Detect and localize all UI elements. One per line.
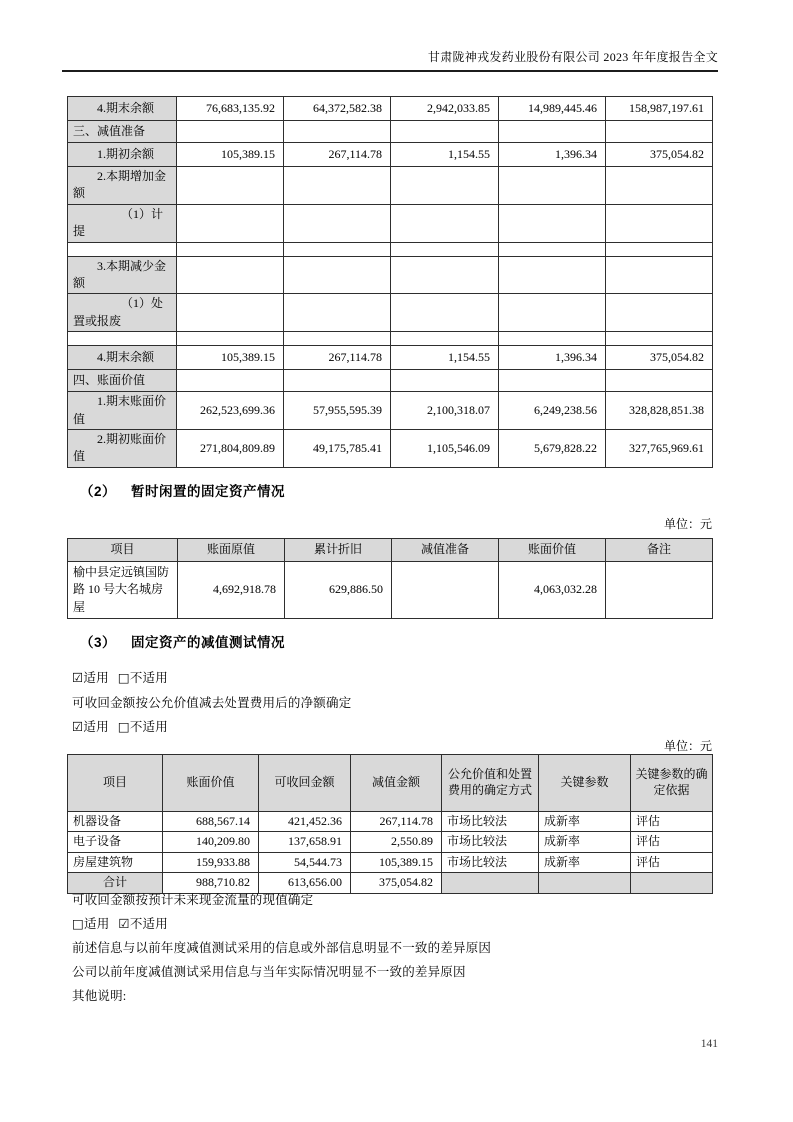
difference-reason-note-2: 公司以前年度减值测试采用信息与当年实际情况明显不一致的差异原因: [72, 965, 466, 979]
table-row: [68, 852, 713, 872]
row-label-cell: 3.本期减少金额: [68, 256, 177, 294]
table-cell: 5,679,828.22: [499, 429, 606, 467]
other-notes-label: 其他说明:: [72, 989, 127, 1003]
table-cell: [606, 121, 713, 143]
table-cell: [606, 167, 713, 205]
table-cell: [284, 294, 391, 332]
table-cell: [391, 242, 499, 256]
row-label-cell: 机器设备: [68, 812, 163, 832]
table-cell: 14,989,445.46: [499, 97, 606, 121]
table-cell: 49,175,785.41: [284, 429, 391, 467]
applicability-line-1: [72, 668, 168, 686]
applicability-line-2: [72, 717, 168, 735]
table-cell: 57,955,595.39: [284, 392, 391, 430]
column-header-cell: 减值金额: [351, 755, 442, 812]
table-cell: 市场比较法: [442, 832, 539, 852]
impairment-test-table-head: [68, 755, 713, 812]
table-header-row: [68, 755, 713, 812]
table-cell: [391, 294, 499, 332]
table-cell: [177, 167, 284, 205]
section-heading-idle-fixed-assets: [80, 480, 285, 500]
table-row: [68, 121, 713, 143]
table-cell: [499, 256, 606, 294]
row-label-cell: [68, 332, 177, 346]
table-cell: [392, 562, 499, 619]
table-cell: [284, 204, 391, 242]
table-cell: 评估: [631, 812, 713, 832]
table-cell: [606, 370, 713, 392]
checkbox-unchecked-icon: □: [117, 719, 130, 734]
checkbox-checked-icon: ☑: [118, 916, 130, 931]
table-row: [68, 370, 713, 392]
table-cell: [284, 242, 391, 256]
apply-label: 适用: [84, 917, 110, 931]
table-cell: 105,389.15: [351, 852, 442, 872]
impairment-test-table-body: [68, 812, 713, 894]
fixed-assets-continuation-table-body: [68, 97, 713, 468]
recoverable-amount-note-fair-value: 可收回金额按公允价值减去处置费用后的净额确定: [72, 696, 352, 710]
table-cell: [391, 121, 499, 143]
column-header-cell: 公允价值和处置费用的确定方式: [442, 755, 539, 812]
table-cell: 4,692,918.78: [178, 562, 285, 619]
table-row: [68, 562, 713, 619]
unit-label: 单位：元: [663, 739, 712, 753]
table-cell: 327,765,969.61: [606, 429, 713, 467]
checkbox-checked-icon: ☑: [72, 719, 84, 734]
table-cell: [284, 121, 391, 143]
table-row: [68, 392, 713, 430]
row-label-cell: 1.期初余额: [68, 143, 177, 167]
table-cell: [631, 873, 713, 893]
table-cell: 421,452.36: [259, 812, 351, 832]
apply-label: 适用: [83, 671, 109, 685]
table-cell: 54,544.73: [259, 852, 351, 872]
column-header-cell: 关键参数: [539, 755, 631, 812]
table-cell: [606, 562, 713, 619]
table-cell: [499, 242, 606, 256]
section-title: 固定资产的减值测试情况: [131, 635, 286, 650]
section-heading-impairment-test: [80, 631, 285, 651]
table-cell: 市场比较法: [442, 852, 539, 872]
table-cell: [499, 167, 606, 205]
impairment-test-table: [67, 754, 713, 894]
column-header-cell: 减值准备: [392, 539, 499, 562]
table-cell: [499, 121, 606, 143]
table-cell: [539, 873, 631, 893]
table-cell: 2,942,033.85: [391, 97, 499, 121]
row-label-cell: 合计: [68, 873, 163, 893]
table-row: [68, 256, 713, 294]
table-cell: 1,105,546.09: [391, 429, 499, 467]
table-cell: 6,249,238.56: [499, 392, 606, 430]
report-header-title: 甘肃陇神戎发药业股份有限公司 2023 年年度报告全文: [427, 50, 718, 64]
table-cell: [606, 294, 713, 332]
row-label-cell: 四、账面价值: [68, 370, 177, 392]
table-cell: 267,114.78: [284, 143, 391, 167]
table-cell: [391, 256, 499, 294]
row-label-cell: 三、减值准备: [68, 121, 177, 143]
table-cell: 688,567.14: [163, 812, 259, 832]
table-cell: 1,396.34: [499, 143, 606, 167]
fixed-assets-continuation-table: [67, 96, 713, 468]
table-cell: [391, 204, 499, 242]
table-cell: 629,886.50: [285, 562, 392, 619]
table-cell: 1,154.55: [391, 143, 499, 167]
table-cell: 1,396.34: [499, 346, 606, 370]
row-label-cell: 4.期末余额: [68, 97, 177, 121]
table-cell: [177, 370, 284, 392]
table-cell: 271,804,809.89: [177, 429, 284, 467]
checkbox-unchecked-icon: □: [72, 916, 85, 931]
table-cell: 2,550.89: [351, 832, 442, 852]
table-cell: [177, 242, 284, 256]
table-cell: 375,054.82: [606, 143, 713, 167]
table-cell: [391, 370, 499, 392]
table-cell: 158,987,197.61: [606, 97, 713, 121]
table-cell: [606, 204, 713, 242]
table-cell: 375,054.82: [351, 873, 442, 893]
table-cell: [442, 873, 539, 893]
table-cell: [499, 294, 606, 332]
table-cell: [606, 242, 713, 256]
column-header-cell: 账面价值: [499, 539, 606, 562]
table-row: [68, 167, 713, 205]
row-label-cell: 1.期末账面价值: [68, 392, 177, 430]
column-header-cell: 关键参数的确定依据: [631, 755, 713, 812]
checkbox-checked-icon: ☑: [72, 670, 84, 685]
table-cell: [284, 167, 391, 205]
table-cell: 成新率: [539, 832, 631, 852]
table-cell: [284, 370, 391, 392]
apply-label: 不适用: [129, 720, 168, 734]
column-header-cell: 备注: [606, 539, 713, 562]
row-label-cell: 4.期末余额: [68, 346, 177, 370]
table-cell: [177, 256, 284, 294]
table-cell: [499, 204, 606, 242]
table-cell: [391, 332, 499, 346]
table-cell: 4,063,032.28: [499, 562, 606, 619]
table-cell: [177, 121, 284, 143]
table-cell: 2,100,318.07: [391, 392, 499, 430]
table-cell: 988,710.82: [163, 873, 259, 893]
column-header-cell: 可收回金额: [259, 755, 351, 812]
table-cell: [499, 332, 606, 346]
idle-fixed-assets-table: [67, 538, 713, 619]
row-label-cell: （1）处置或报废: [68, 294, 177, 332]
table-row: [68, 346, 713, 370]
checkbox-unchecked-icon: □: [117, 670, 130, 685]
page-number: 141: [700, 1038, 718, 1050]
table-header-row: [68, 539, 713, 562]
column-header-cell: 项目: [68, 755, 163, 812]
idle-fixed-assets-table-body: [68, 562, 713, 619]
table-row: [68, 204, 713, 242]
idle-fixed-assets-table-head: [68, 539, 713, 562]
column-header-cell: 账面原值: [178, 539, 285, 562]
section-number: （3）: [80, 635, 117, 650]
recoverable-amount-note-cash-flow: 可收回金额按预计未来现金流量的现值确定: [72, 893, 314, 907]
row-label-cell: 2.期初账面价值: [68, 429, 177, 467]
column-header-cell: 累计折旧: [285, 539, 392, 562]
row-label-cell: （1）计提: [68, 204, 177, 242]
table-cell: 评估: [631, 852, 713, 872]
table-cell: 613,656.00: [259, 873, 351, 893]
table-row: [68, 332, 713, 346]
row-label-cell: [68, 242, 177, 256]
difference-reason-note-1: 前述信息与以前年度减值测试采用的信息或外部信息明显不一致的差异原因: [72, 941, 492, 955]
table-cell: [177, 204, 284, 242]
table-cell: [499, 370, 606, 392]
table-cell: [177, 294, 284, 332]
table-cell: 1,154.55: [391, 346, 499, 370]
table-row: [68, 294, 713, 332]
table-cell: 市场比较法: [442, 812, 539, 832]
table-cell: 375,054.82: [606, 346, 713, 370]
table-cell: 267,114.78: [284, 346, 391, 370]
table-cell: [284, 256, 391, 294]
table-cell: 成新率: [539, 812, 631, 832]
table-cell: [606, 256, 713, 294]
apply-label: 适用: [83, 720, 109, 734]
table-row: [68, 143, 713, 167]
table-cell: 262,523,699.36: [177, 392, 284, 430]
table-cell: 105,389.15: [177, 143, 284, 167]
table-cell: 328,828,851.38: [606, 392, 713, 430]
table-cell: [391, 167, 499, 205]
table-cell: 140,209.80: [163, 832, 259, 852]
apply-label: 不适用: [129, 917, 168, 931]
table-cell: 267,114.78: [351, 812, 442, 832]
header-rule: [62, 70, 718, 72]
row-label-cell: 房屋建筑物: [68, 852, 163, 872]
unit-label: 单位：元: [663, 517, 712, 531]
row-label-cell: 榆中县定远镇国防路 10 号大名城房屋: [68, 562, 178, 619]
row-label-cell: 2.本期增加金额: [68, 167, 177, 205]
column-header-cell: 项目: [68, 539, 178, 562]
table-row: [68, 242, 713, 256]
table-cell: 评估: [631, 832, 713, 852]
table-row: [68, 832, 713, 852]
table-cell: 76,683,135.92: [177, 97, 284, 121]
apply-label: 不适用: [129, 671, 168, 685]
column-header-cell: 账面价值: [163, 755, 259, 812]
applicability-line-3: [72, 914, 168, 932]
table-cell: [177, 332, 284, 346]
section-number: （2）: [80, 484, 117, 499]
table-cell: 成新率: [539, 852, 631, 872]
table-cell: 105,389.15: [177, 346, 284, 370]
row-label-cell: 电子设备: [68, 832, 163, 852]
table-row: [68, 812, 713, 832]
table-row: [68, 429, 713, 467]
table-cell: 137,658.91: [259, 832, 351, 852]
table-cell: [284, 332, 391, 346]
table-cell: 159,933.88: [163, 852, 259, 872]
table-cell: [606, 332, 713, 346]
table-row: [68, 97, 713, 121]
section-title: 暂时闲置的固定资产情况: [131, 484, 286, 499]
table-cell: 64,372,582.38: [284, 97, 391, 121]
